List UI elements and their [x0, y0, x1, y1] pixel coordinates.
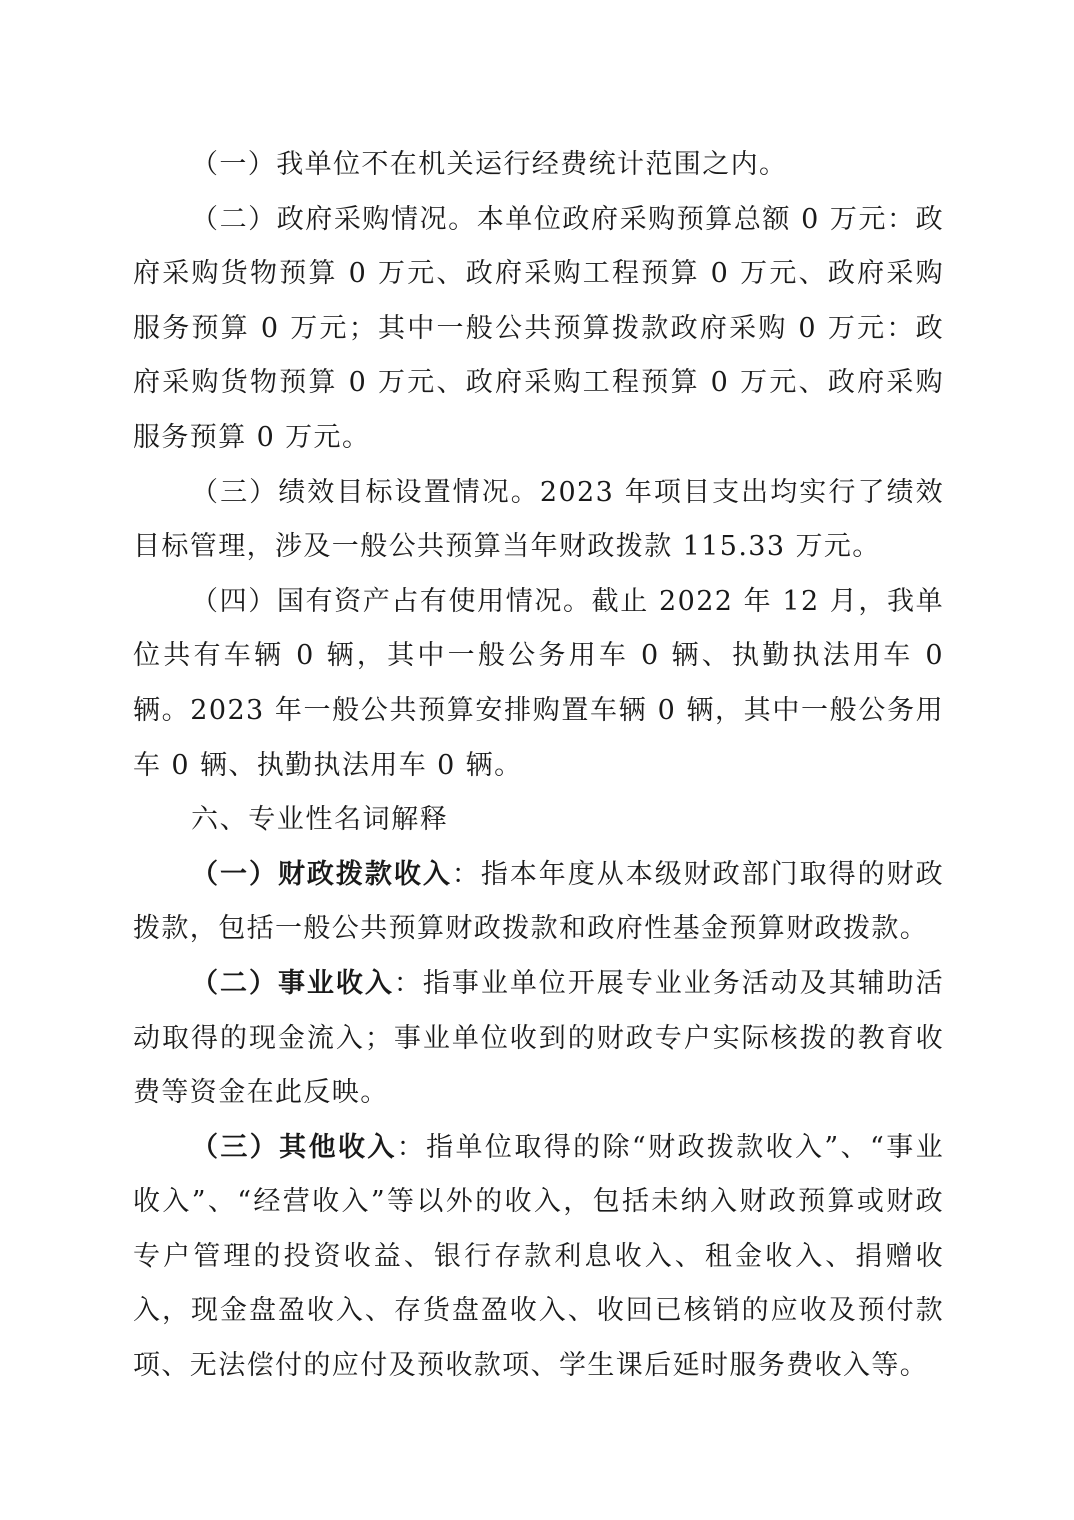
term-paragraph-other-income [133, 1121, 944, 1394]
term-label: （三）其他收入 [191, 1131, 397, 1163]
paragraph-performance-targets: （三）绩效目标设置情况。2023 年项目支出均实行了绩效目标管理，涉及一般公共预算当年财政拨款 115.33 万元。 [133, 476, 944, 563]
document-body [133, 138, 944, 1394]
term-paragraph-business-income [133, 957, 944, 1121]
term-definition: ：指事业单位开展专业业务活动及其辅助活动取得的现金流入；事业单位收到的财政专户实际核拨的教育收费等资金在此反映。 [133, 967, 944, 1109]
term-definition: ：指本年度从本级财政部门取得的财政拨款，包括一般公共预算财政拨款和政府性基金预算财政拨款。 [133, 858, 944, 945]
paragraph-government-procurement: （二）政府采购情况。本单位政府采购预算总额 0 万元：政府采购货物预算 0 万元、政府采购工程预算 0 万元、政府采购服务预算 0 万元；其中一般公共预算拨款政府采购 0 万元：政府采购货物预算 0 万元、政府采购工程预算 0 万元、政府采购服务预算 0 万元。 [133, 203, 944, 453]
term-definition: ：指单位取得的除“财政拨款收入”、“事业收入”、“经营收入”等以外的收入，包括未纳入财政预算或财政专户管理的投资收益、银行存款利息收入、租金收入、捐赠收入，现金盘盈收入、存货盘盈收入、收回已核销的应收及预付款项、无法偿付的应付及预收款项、学生课后延时服务费收入等。 [133, 1131, 944, 1382]
paragraph-operating-expenses: （一）我单位不在机关运行经费统计范围之内。 [191, 149, 788, 180]
term-label: （一）财政拨款收入 [191, 858, 452, 890]
paragraph-state-assets: （四）国有资产占有使用情况。截止 2022 年 12 月，我单位共有车辆 0 辆，其中一般公务用车 0 辆、执勤执法用车 0 辆。2023 年一般公共预算安排购置车辆 0 辆，其中一般公务用车 0 辆、执勤执法用车 0 辆。 [133, 585, 944, 781]
term-paragraph-fiscal-appropriation [133, 848, 944, 957]
term-label: （二）事业收入 [191, 967, 394, 999]
section-heading: 六、专业性名词解释 [191, 804, 449, 836]
